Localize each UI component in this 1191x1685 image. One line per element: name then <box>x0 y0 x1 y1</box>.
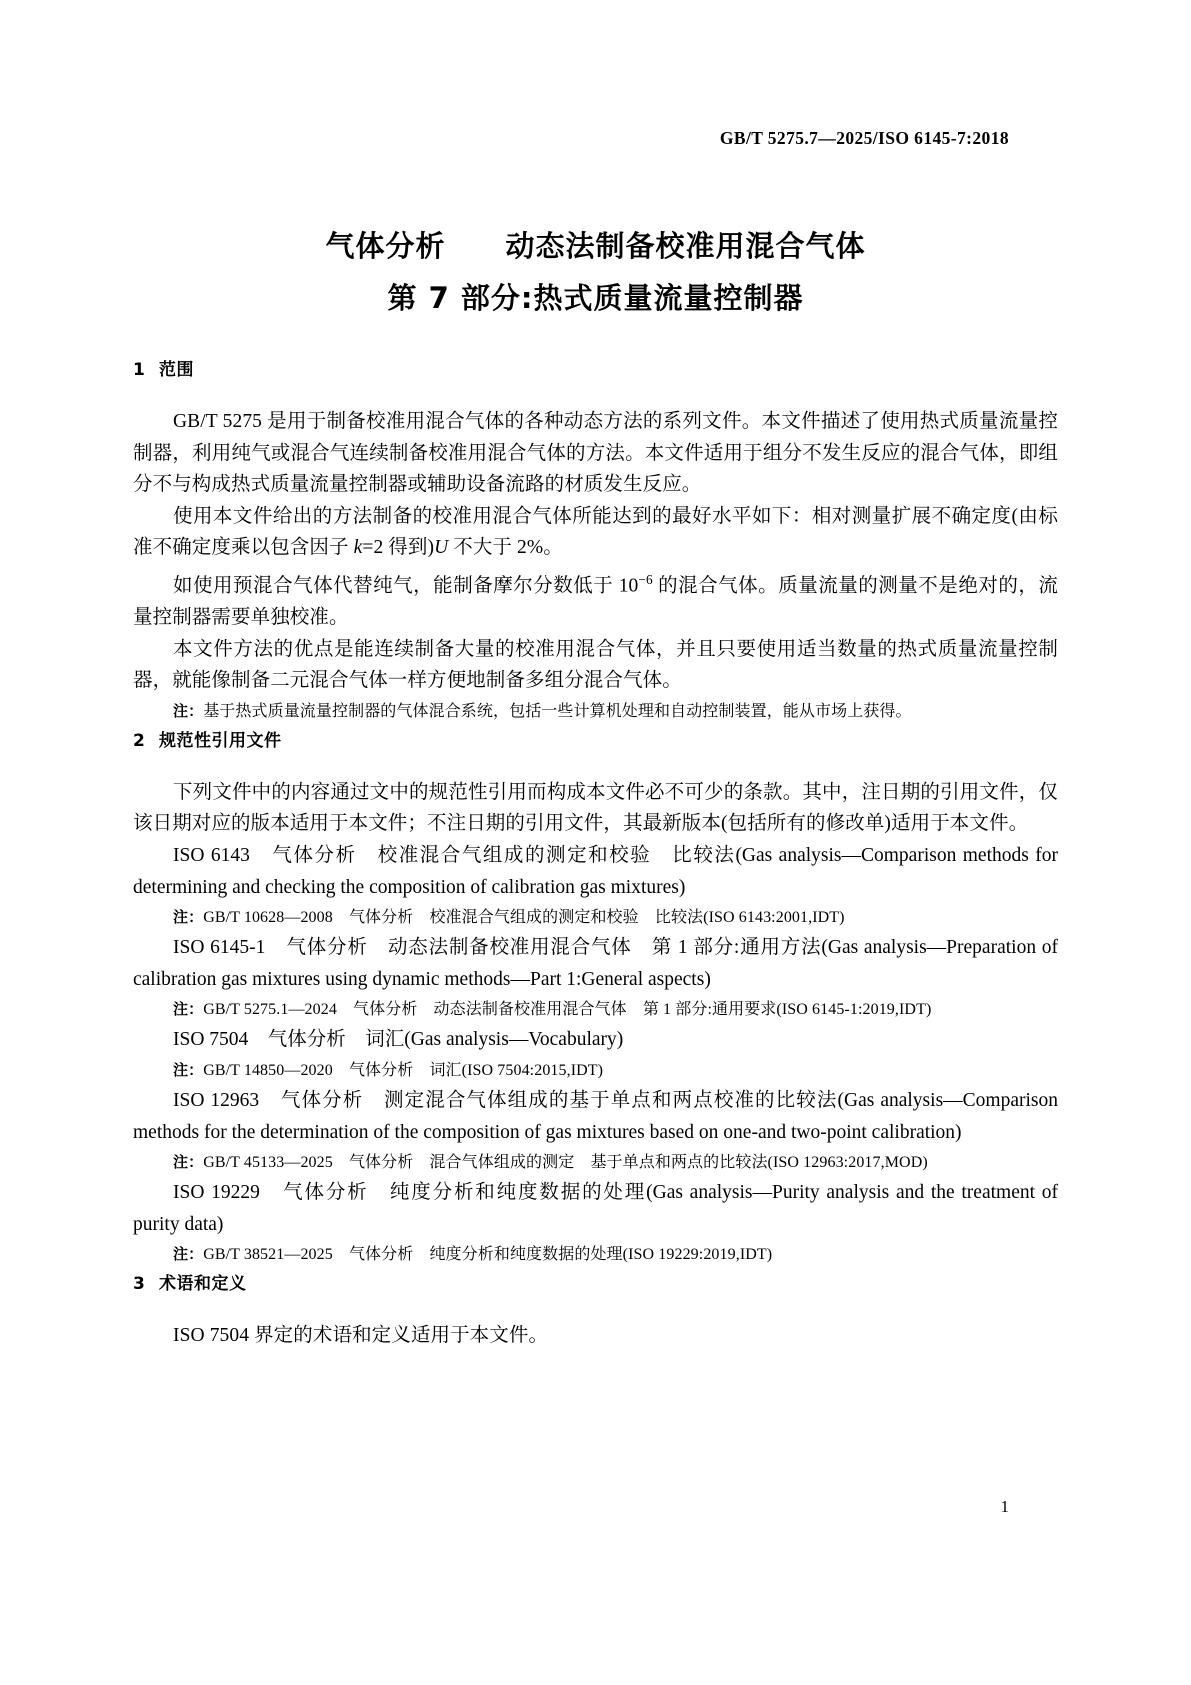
clause-title-2: 规范性引用文件 <box>159 730 282 751</box>
clause-heading-3 <box>133 1269 1058 1294</box>
clause1-paragraph-1: GB/T 5275 是用于制备校准用混合气体的各种动态方法的系列文件。本文件描述了使用热式质量流量控制器，利用纯气或混合气连续制备校准用混合气体的方法。本文件适用于组分不发生反应的混合气体，即组分不与构成热式质量流量控制器或辅助设备流路的材质发生反应。 <box>133 411 1058 496</box>
document-title-line-1: 气体分析 动态法制备校准用混合气体 <box>325 229 866 263</box>
clause-number-2: 2 <box>133 730 146 751</box>
note-label: 注： <box>173 1153 204 1172</box>
running-header-standard-code: GB/T 5275.7—2025/ISO 6145-7:2018 <box>719 128 1009 148</box>
clause-heading-2 <box>133 726 1058 751</box>
page-number: 1 <box>1000 1497 1009 1516</box>
note-text: GB/T 5275.1—2024 气体分析 动态法制备校准用混合气体 第 1 部分:通用要求(ISO 6145-1:2019,IDT) <box>203 1001 932 1019</box>
normative-reference-note <box>133 1240 1058 1269</box>
clause-number-3: 3 <box>133 1274 146 1295</box>
expanded-uncertainty-symbol: U <box>434 537 449 559</box>
document-body <box>133 355 1058 1352</box>
normative-reference-item: ISO 7504 气体分析 词汇(Gas analysis—Vocabulary) <box>173 1029 624 1051</box>
clause-number-1: 1 <box>133 360 146 380</box>
note-text: GB/T 14850—2020 气体分析 词汇(ISO 7504:2015,IDT) <box>203 1062 604 1079</box>
document-title-line-2: 第 7 部分:热式质量流量控制器 <box>387 281 804 315</box>
mole-fraction-exponent: −6 <box>638 571 653 587</box>
normative-reference-note <box>133 1056 1058 1085</box>
clause1-note <box>133 697 1058 726</box>
note-text: GB/T 38521—2025 气体分析 纯度分析和纯度数据的处理(ISO 19229:2019,IDT) <box>203 1246 773 1264</box>
document-title <box>0 222 1191 322</box>
clause1-paragraph-3-part-b: 的混合气体。质量流量的测量不是绝对的，流量控制器需要单独校准。 <box>133 575 1058 629</box>
clause1-paragraph-2-part-a: 使用本文件给出的方法制备的校准用混合气体所能达到的最好水平如下：相对测量扩展不确定度(由标准不确定度乘以包含因子 <box>133 505 1058 559</box>
clause-title-1: 范围 <box>159 360 194 380</box>
clause3-paragraph-1: ISO 7504 界定的术语和定义适用于本文件。 <box>173 1325 549 1347</box>
clause1-paragraph-2 <box>133 501 1058 564</box>
normative-reference-item: ISO 6145-1 气体分析 动态法制备校准用混合气体 第 1 部分:通用方法(Gas analysis—Preparation of calibration gas mixtures using dynamic methods—Part 1:General aspects) <box>133 937 1058 990</box>
note-label: 注： <box>173 1061 204 1079</box>
clause-heading-1 <box>133 355 1058 380</box>
note-label: 注： <box>173 1000 204 1019</box>
clause2-intro-paragraph: 下列文件中的内容通过文中的规范性引用而构成本文件必不可少的条款。其中，注日期的引用文件，仅该日期对应的版本适用于本文件；不注日期的引用文件，其最新版本(包括所有的修改单)适用于本文件。 <box>133 781 1058 835</box>
normative-reference-item: ISO 6143 气体分析 校准混合气组成的测定和校验 比较法(Gas analysis—Comparison methods for determining and checking the composition of calibration gas mixtures) <box>133 845 1058 898</box>
note-label: 注： <box>173 908 204 927</box>
normative-reference-item: ISO 12963 气体分析 测定混合气体组成的基于单点和两点校准的比较法(Gas analysis—Comparison methods for the determination of the composition of gas mixtures based on one-and two-point calibration) <box>133 1090 1058 1143</box>
coverage-factor-symbol: k <box>353 537 363 559</box>
clause1-paragraph-3 <box>133 564 1058 634</box>
clause1-paragraph-2-part-b: =2 得到) <box>362 537 435 559</box>
normative-reference-note <box>133 903 1058 932</box>
clause1-paragraph-3-part-a: 如使用预混合气体代替纯气，能制备摩尔分数低于 10 <box>173 575 639 597</box>
clause1-paragraph-4: 本文件方法的优点是能连续制备大量的校准用混合气体，并且只要使用适当数量的热式质量流量控制器，就能像制备二元混合气体一样方便地制备多组分混合气体。 <box>133 638 1058 692</box>
clause-title-3: 术语和定义 <box>159 1274 247 1295</box>
normative-reference-note <box>133 995 1058 1024</box>
note-text: 基于热式质量流量控制器的气体混合系统，包括一些计算机处理和自动控制装置，能从市场上获得。 <box>203 702 912 720</box>
note-label: 注： <box>173 1245 204 1264</box>
note-text: GB/T 10628—2008 气体分析 校准混合气组成的测定和校验 比较法(ISO 6143:2001,IDT) <box>203 909 845 927</box>
normative-reference-item: ISO 19229 气体分析 纯度分析和纯度数据的处理(Gas analysis—Purity analysis and the treatment of purity data) <box>133 1182 1058 1235</box>
normative-reference-note <box>133 1148 1058 1177</box>
clause1-paragraph-2-part-c: 不大于 2%。 <box>448 537 563 559</box>
note-text: GB/T 45133—2025 气体分析 混合气体组成的测定 基于单点和两点的比较法(ISO 12963:2017,MOD) <box>203 1154 928 1172</box>
note-label: 注： <box>173 701 204 720</box>
